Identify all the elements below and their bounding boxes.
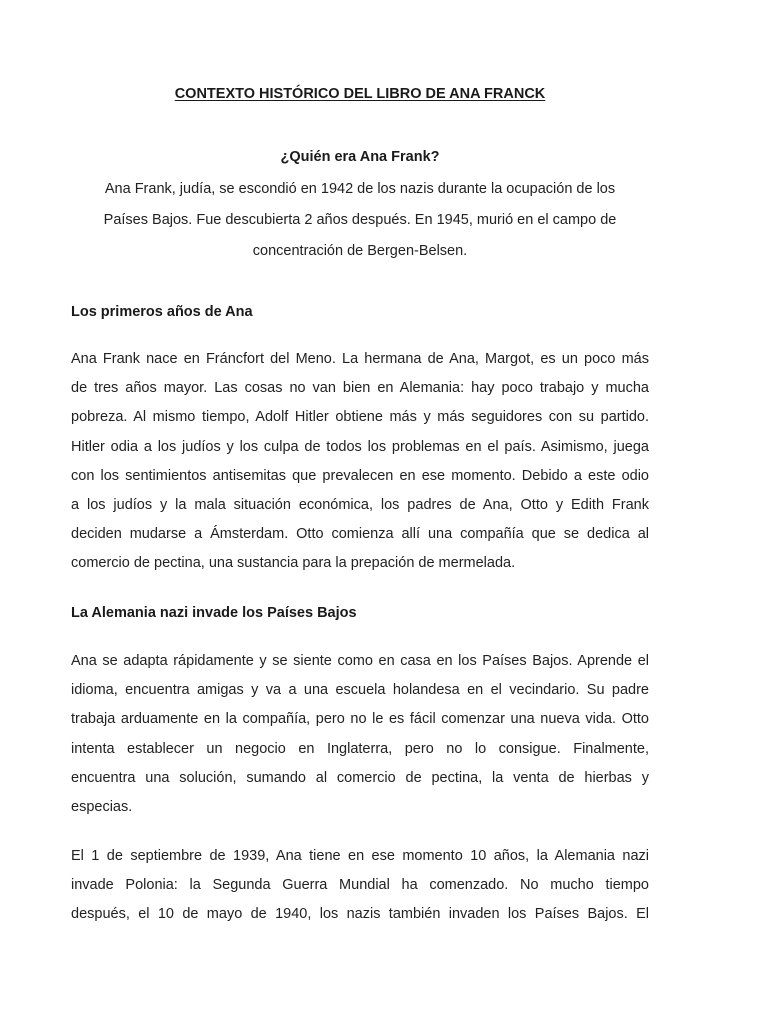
paragraph-line: pobreza. Al mismo tiempo, Adolf Hitler obtiene más y más seguidores con su partido. (71, 409, 649, 426)
paragraph-line: trabaja arduamente en la compañía, pero no le es fácil comenzar una nueva vida. Otto (71, 711, 649, 728)
paragraph-line: de tres años mayor. Las cosas no van bien en Alemania: hay poco trabajo y mucha (71, 380, 649, 397)
document-title: CONTEXTO HISTÓRICO DEL LIBRO DE ANA FRANCK (174, 86, 546, 102)
paragraph-line: idioma, encuentra amigas y va a una escuela holandesa en el vecindario. Su padre (71, 682, 649, 699)
paragraph-line: especias. (71, 799, 133, 816)
paragraph-line: encuentra una solución, sumando al comercio de pectina, la venta de hierbas y (71, 769, 649, 786)
paragraph-war-begins (71, 842, 649, 930)
intro-paragraph (71, 174, 649, 267)
section-heading-early-years: Los primeros años de Ana (71, 304, 253, 320)
intro-line: Ana Frank, judía, se escondió en 1942 de los nazis durante la ocupación de los (104, 181, 616, 197)
paragraph-adaptation (71, 647, 649, 822)
paragraph-line: Hitler odia a los judíos y los culpa de todos los problemas en el país. Asimismo, juega (71, 438, 649, 455)
paragraph-line: invade Polonia: la Segunda Guerra Mundial ha comenzado. No mucho tiempo (71, 877, 649, 894)
intro-line: Países Bajos. Fue descubierta 2 años después. En 1945, murió en el campo de (103, 212, 617, 228)
paragraph-line: Ana Frank nace en Fráncfort del Meno. La hermana de Ana, Margot, es un poco más (71, 351, 649, 367)
paragraph-line: a los judíos y la mala situación económica, los padres de Ana, Otto y Edith Frank (71, 497, 649, 514)
paragraph-early-years (71, 345, 649, 579)
paragraph-line: deciden mudarse a Ámsterdam. Otto comienza allí una compañía que se dedica al (71, 526, 649, 543)
paragraph-line: después, el 10 de mayo de 1940, los nazis también invaden los Países Bajos. El (71, 906, 649, 923)
intro-line: concentración de Bergen-Belsen. (252, 243, 468, 259)
paragraph-line: intenta establecer un negocio en Inglaterra, pero no lo consigue. Finalmente, (71, 740, 649, 757)
paragraph-line: El 1 de septiembre de 1939, Ana tiene en ese momento 10 años, la Alemania nazi (71, 848, 649, 864)
paragraph-line: Ana se adapta rápidamente y se siente como en casa en los Países Bajos. Aprende el (71, 653, 649, 669)
paragraph-line: con los sentimientos antisemitas que prevalecen en ese momento. Debido a este odio (71, 467, 649, 484)
section-heading-invasion: La Alemania nazi invade los Países Bajos (71, 605, 357, 621)
intro-subtitle: ¿Quién era Ana Frank? (280, 149, 440, 165)
paragraph-line: comercio de pectina, una sustancia para la prepación de mermelada. (71, 555, 516, 572)
